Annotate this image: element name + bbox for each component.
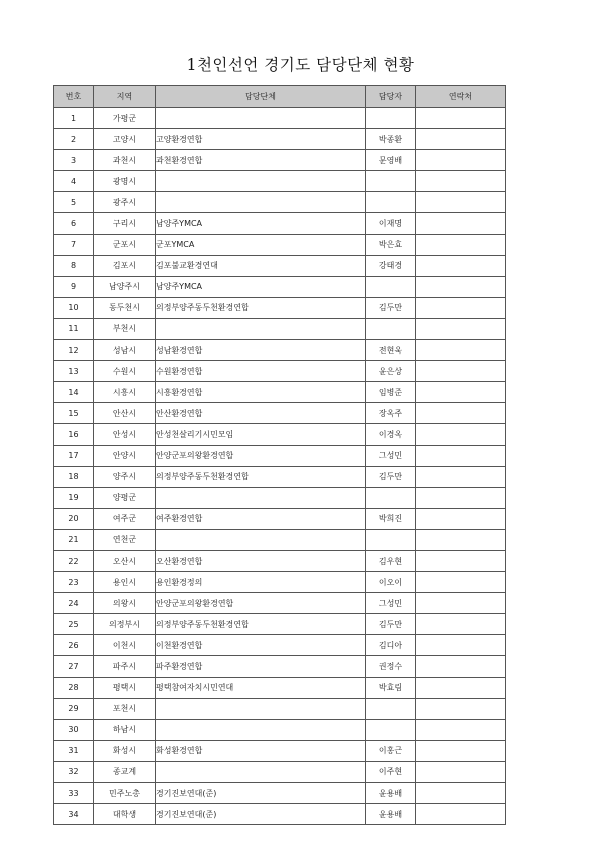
row-contact [416,508,506,529]
row-person: 김두만 [366,466,416,487]
table-row [54,740,506,761]
table-row [54,804,506,825]
row-region: 가평군 [94,108,156,129]
row-contact [416,550,506,571]
table-row [54,698,506,719]
groups-table [53,85,506,825]
row-person: 윤용배 [366,804,416,825]
row-group: 의정부양주동두천환경연합 [156,466,366,487]
table-row [54,276,506,297]
header-contact: 연락처 [416,86,506,108]
row-person: 박은효 [366,234,416,255]
row-region: 연천군 [94,529,156,550]
row-contact [416,129,506,150]
row-contact [416,171,506,192]
row-person: 임병준 [366,382,416,403]
row-number: 27 [54,656,94,677]
row-person: 그성민 [366,593,416,614]
table-row [54,234,506,255]
row-contact [416,255,506,276]
row-number: 10 [54,297,94,318]
table-row [54,614,506,635]
row-group [156,719,366,740]
row-group: 남양주YMCA [156,213,366,234]
row-number: 32 [54,761,94,782]
row-group: 오산환경연합 [156,550,366,571]
row-contact [416,276,506,297]
row-region: 의정부시 [94,614,156,635]
row-group: 여주환경연합 [156,508,366,529]
header-region: 지역 [94,86,156,108]
row-contact [416,593,506,614]
row-contact [416,445,506,466]
table-row [54,318,506,339]
row-number: 22 [54,550,94,571]
row-region: 고양시 [94,129,156,150]
row-contact [416,234,506,255]
table-header-row [54,86,506,108]
row-group: 수원환경연합 [156,361,366,382]
row-person: 김두만 [366,614,416,635]
row-number: 2 [54,129,94,150]
row-contact [416,403,506,424]
row-group: 이천환경연합 [156,635,366,656]
row-person: 이경옥 [366,424,416,445]
row-group: 용인환경정의 [156,572,366,593]
row-region: 종교계 [94,761,156,782]
row-region: 용인시 [94,572,156,593]
header-group: 담당단체 [156,86,366,108]
row-group: 경기진보연대(준) [156,783,366,804]
row-contact [416,487,506,508]
row-region: 안양시 [94,445,156,466]
row-person: 이홍근 [366,740,416,761]
row-region: 파주시 [94,656,156,677]
row-region: 광명시 [94,171,156,192]
row-group: 안양군포의왕환경연합 [156,593,366,614]
row-group: 안성천살리기시민모임 [156,424,366,445]
row-number: 14 [54,382,94,403]
row-number: 11 [54,318,94,339]
row-group: 남양주YMCA [156,276,366,297]
row-contact [416,424,506,445]
row-person: 장옥주 [366,403,416,424]
row-region: 오산시 [94,550,156,571]
row-region: 민주노총 [94,783,156,804]
row-number: 17 [54,445,94,466]
table-row [54,171,506,192]
row-group [156,761,366,782]
row-contact [416,340,506,361]
row-region: 하남시 [94,719,156,740]
row-person: 박효림 [366,677,416,698]
row-contact [416,297,506,318]
page-title: 1천인선언 경기도 담당단체 현황 [186,56,415,74]
row-region: 부천시 [94,318,156,339]
table-row [54,297,506,318]
row-group: 경기진보연대(준) [156,804,366,825]
row-region: 대학생 [94,804,156,825]
row-contact [416,382,506,403]
row-region: 양주시 [94,466,156,487]
row-region: 광주시 [94,192,156,213]
row-person: 윤은상 [366,361,416,382]
row-number: 21 [54,529,94,550]
row-number: 33 [54,783,94,804]
row-contact [416,529,506,550]
table-row [54,213,506,234]
table-row [54,361,506,382]
row-number: 29 [54,698,94,719]
table-row [54,529,506,550]
row-person: 이주현 [366,761,416,782]
row-person [366,698,416,719]
row-person: 문영배 [366,150,416,171]
row-number: 13 [54,361,94,382]
row-region: 양평군 [94,487,156,508]
row-number: 20 [54,508,94,529]
row-person [366,529,416,550]
row-contact [416,719,506,740]
row-group: 시흥환경연합 [156,382,366,403]
row-number: 3 [54,150,94,171]
table-row [54,508,506,529]
row-contact [416,572,506,593]
row-region: 평택시 [94,677,156,698]
row-person: 강태경 [366,255,416,276]
table-row [54,108,506,129]
row-region: 시흥시 [94,382,156,403]
row-person [366,171,416,192]
row-person: 김두만 [366,297,416,318]
row-group: 안산환경연합 [156,403,366,424]
row-region: 수원시 [94,361,156,382]
table-row [54,572,506,593]
row-group: 평택참여자치시민연대 [156,677,366,698]
row-group: 고양환경연합 [156,129,366,150]
row-person: 박희진 [366,508,416,529]
table-row [54,550,506,571]
row-person [366,276,416,297]
row-contact [416,804,506,825]
table-row [54,635,506,656]
row-person: 김디아 [366,635,416,656]
row-person: 박종환 [366,129,416,150]
row-number: 8 [54,255,94,276]
row-contact [416,108,506,129]
table-row [54,487,506,508]
row-contact [416,318,506,339]
row-number: 15 [54,403,94,424]
row-number: 9 [54,276,94,297]
row-contact [416,614,506,635]
row-number: 26 [54,635,94,656]
row-person: 권정수 [366,656,416,677]
row-region: 의왕시 [94,593,156,614]
row-contact [416,677,506,698]
row-number: 31 [54,740,94,761]
row-person [366,487,416,508]
row-group [156,192,366,213]
row-person: 이오이 [366,572,416,593]
row-contact [416,466,506,487]
row-person [366,108,416,129]
row-group: 안양군포의왕환경연합 [156,445,366,466]
row-region: 구리시 [94,213,156,234]
row-number: 18 [54,466,94,487]
row-number: 30 [54,719,94,740]
table-row [54,466,506,487]
row-person [366,318,416,339]
row-number: 12 [54,340,94,361]
row-contact [416,761,506,782]
table-row [54,129,506,150]
table-row [54,403,506,424]
table-row [54,593,506,614]
row-group: 군포YMCA [156,234,366,255]
row-contact [416,150,506,171]
row-region: 군포시 [94,234,156,255]
row-number: 1 [54,108,94,129]
row-group [156,698,366,719]
row-contact [416,783,506,804]
row-contact [416,698,506,719]
row-person: 전현욱 [366,340,416,361]
row-person [366,719,416,740]
row-number: 28 [54,677,94,698]
row-group: 의정부양주동두천환경연합 [156,297,366,318]
table-row [54,192,506,213]
row-person [366,192,416,213]
row-contact [416,635,506,656]
table-row [54,424,506,445]
table-body [54,108,506,825]
table-row [54,761,506,782]
row-region: 과천시 [94,150,156,171]
row-group: 화성환경연합 [156,740,366,761]
table-row [54,255,506,276]
row-group [156,108,366,129]
row-region: 포천시 [94,698,156,719]
table-row [54,656,506,677]
row-person: 그성민 [366,445,416,466]
row-number: 4 [54,171,94,192]
row-person: 윤용배 [366,783,416,804]
row-region: 남양주시 [94,276,156,297]
row-number: 7 [54,234,94,255]
row-group: 의정부양주동두천환경연합 [156,614,366,635]
row-group [156,318,366,339]
row-contact [416,213,506,234]
row-number: 24 [54,593,94,614]
row-region: 여주군 [94,508,156,529]
row-group: 파주환경연합 [156,656,366,677]
row-region: 안산시 [94,403,156,424]
header-person: 담당자 [366,86,416,108]
row-person: 이재명 [366,213,416,234]
row-person: 김우현 [366,550,416,571]
row-number: 23 [54,572,94,593]
row-number: 5 [54,192,94,213]
row-contact [416,361,506,382]
row-contact [416,740,506,761]
table-row [54,382,506,403]
row-region: 김포시 [94,255,156,276]
row-group: 김포불교환경연대 [156,255,366,276]
row-group [156,529,366,550]
table-row [54,445,506,466]
row-contact [416,192,506,213]
row-region: 이천시 [94,635,156,656]
row-group [156,487,366,508]
row-number: 6 [54,213,94,234]
row-region: 안성시 [94,424,156,445]
row-number: 25 [54,614,94,635]
row-number: 34 [54,804,94,825]
row-number: 16 [54,424,94,445]
table-row [54,719,506,740]
table-row [54,150,506,171]
header-num: 번호 [54,86,94,108]
row-contact [416,656,506,677]
row-region: 성남시 [94,340,156,361]
table-row [54,677,506,698]
row-group: 과천환경연합 [156,150,366,171]
table-row [54,340,506,361]
row-region: 동두천시 [94,297,156,318]
row-number: 19 [54,487,94,508]
row-group: 성남환경연합 [156,340,366,361]
row-region: 화성시 [94,740,156,761]
row-group [156,171,366,192]
table-row [54,783,506,804]
